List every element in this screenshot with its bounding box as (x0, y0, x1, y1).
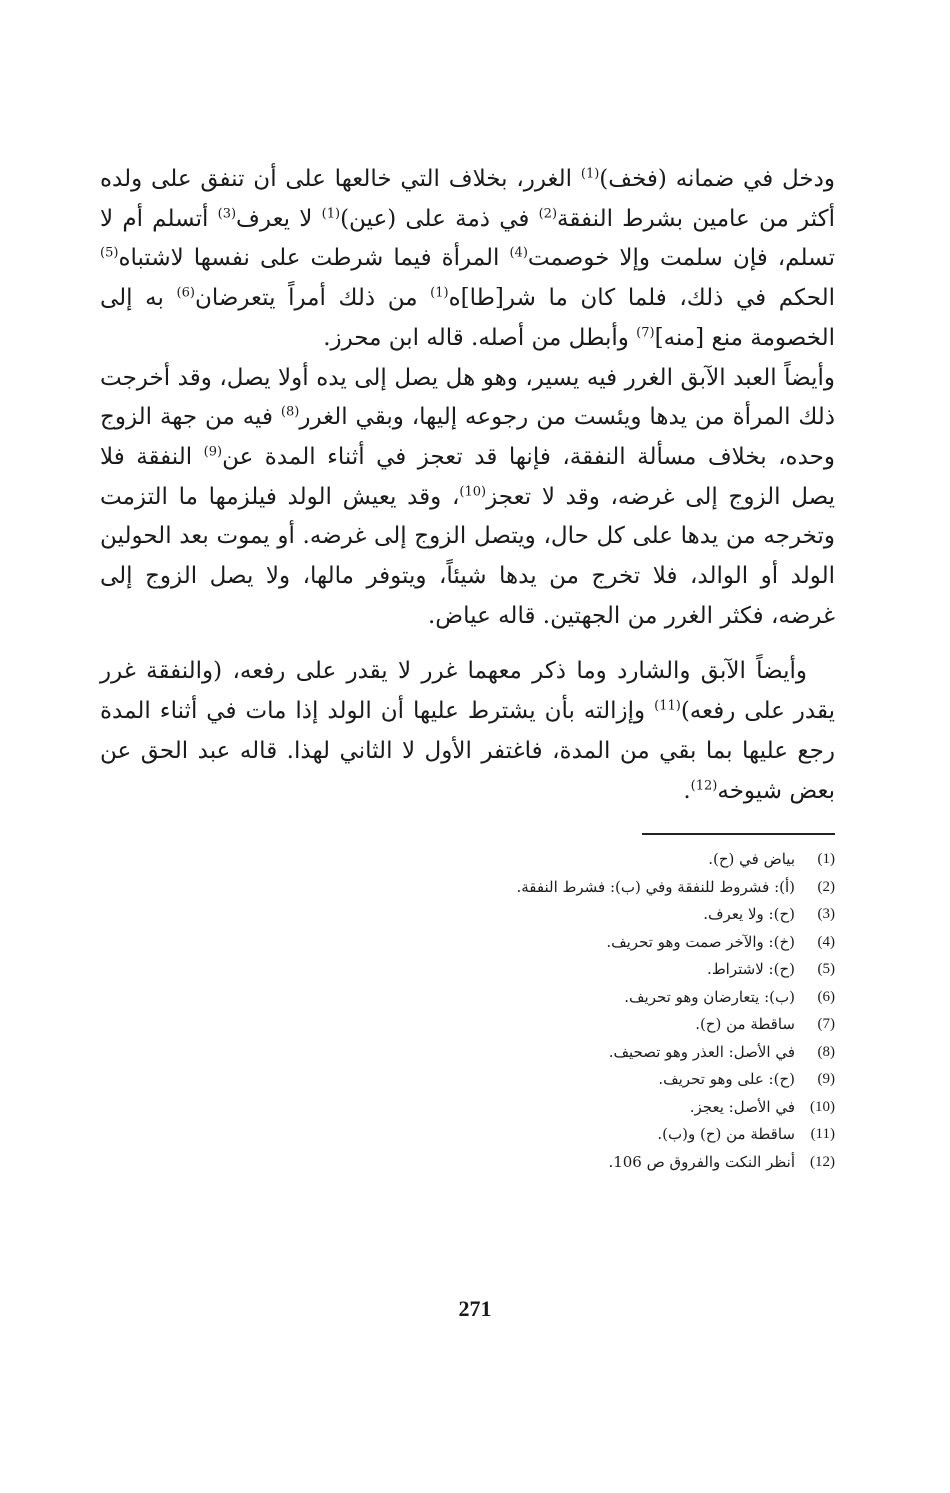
footnote-text: ساقطة من (ح). (695, 1015, 795, 1034)
footnote-text: (ب): يتعارضان وهو تحريف. (624, 987, 795, 1006)
footnote-ref: (5) (100, 245, 119, 261)
footnote-number: (10) (810, 1098, 835, 1115)
footnote-item (100, 929, 835, 957)
footnote-number: (7) (817, 1016, 835, 1033)
footnote-item (100, 846, 835, 874)
footnote-item (100, 1066, 835, 1094)
footnote-ref: (9) (203, 444, 223, 460)
footnote-item (100, 1121, 835, 1149)
footnote-item (100, 901, 835, 929)
footnote-number: (3) (817, 906, 835, 923)
footnote-ref: (1) (580, 166, 600, 182)
footnote-ref: (1) (430, 285, 449, 301)
footnote-ref: (10) (459, 483, 487, 499)
footnote-text: (خ): والآخر صمت وهو تحريف. (606, 932, 795, 951)
footnote-number: (11) (810, 1126, 835, 1143)
footnote-text: أنظر النكت والفروق ص 106. (608, 1152, 795, 1171)
footnote-number: (8) (817, 1043, 835, 1060)
text-run: من ذلك أمراً يتعرضان (194, 285, 431, 312)
text-run: في ذمة على (عين) (340, 205, 539, 232)
text-run: . (683, 777, 691, 804)
paragraph-1 (100, 160, 835, 636)
footnote-text: (ح): لاشتراط. (707, 960, 795, 979)
footnote-ref: (1) (321, 206, 341, 222)
footnote-number: (1) (817, 851, 835, 868)
footnote-item (100, 984, 835, 1012)
footnote-text: بياض في (ح). (708, 850, 795, 869)
footnote-ref: (11) (654, 698, 681, 714)
footnote-ref: (8) (280, 404, 300, 420)
footnote-text: في الأصل: العذر وهو تصحيف. (608, 1042, 795, 1061)
footnote-number: (6) (817, 988, 835, 1005)
text-run: ، وقد يعيش الولد فيلزمها ما التزمت وتخرجه من يدها على كل حال، ويتصل الزوج إلى غرضه. أو يموت بعد الحولين الولد أو الوالد، فلا تخرج من يدها شيئاً، ويتوفر مالها، ولا يصل الزوج إلى غرضه، فكثر الغرر من الجهتين. قاله عياض. (100, 483, 835, 629)
footnote-text: في الأصل: يعجز. (689, 1097, 795, 1116)
footnote-item (100, 956, 835, 984)
footnote-item (100, 874, 835, 902)
footnote-ref: (4) (509, 245, 528, 261)
footnote-text: (ح): ولا يعرف. (703, 905, 795, 924)
footnote-ref: (6) (176, 285, 195, 301)
text-run: النفقة فلا يصل الزوج إلى غرضه، وقد لا تعجز (100, 443, 835, 510)
footnote-number: (12) (810, 1153, 835, 1170)
text-run: وأيضاً الآبق والشارد وما ذكر معهما غرر لا يقدر على رفعه، (والنفقة غرر يقدر على رفعه) (100, 658, 835, 725)
footnote-text: ساقطة من (ح) و(ب). (657, 1125, 795, 1144)
text-run: لا يعرف (236, 205, 322, 232)
footnote-ref: (12) (690, 777, 718, 793)
text-run: وأبطل من أصله. قاله ابن محرز. (323, 324, 637, 351)
footnote-item (100, 1094, 835, 1122)
text-run: وأيضاً العبد الآبق الغرر فيه يسير، وهو هل يصل إلى يده أولا يصل، وقد أخرجت ذلك المرأة من يدها ويئست من رجوعه إليها، وبقي الغرر (100, 364, 835, 431)
footnote-divider (642, 833, 835, 835)
footnote-ref: (3) (217, 206, 237, 222)
text-run: الغرر، بخلاف التي خالعها على أن تنفق على ولده أكثر من عامين بشرط النفقة (100, 166, 835, 232)
footnote-item (100, 1149, 835, 1177)
footnote-number: (9) (817, 1071, 835, 1088)
footnote-number: (4) (817, 933, 835, 950)
page-number: 271 (458, 1296, 492, 1321)
text-run: فيه من جهة الزوج وحده، بخلاف مسألة النفقة، فإنها قد تعجز في أثناء المدة عن (100, 404, 835, 470)
footnote-text: (أ): فشروط للنفقة وفي (ب): فشرط النفقة. (516, 877, 795, 896)
text-run: أتسلم أم لا تسلم، فإن سلمت وإلا خوصمت (100, 205, 835, 272)
footnote-number: (5) (817, 961, 835, 978)
paragraph-3 (100, 652, 835, 811)
footnotes-list (100, 846, 835, 1176)
footnote-text: (ح): على وهو تحريف. (658, 1070, 795, 1089)
footnote-item (100, 1039, 835, 1067)
text-run: به إلى الخصومة منع [منه] (100, 285, 835, 351)
text-run: المرأة فيما شرطت على نفسها لاشتباه (118, 245, 510, 272)
footnote-number: (2) (817, 878, 835, 895)
text-run: ودخل في ضمانه (فخف) (599, 166, 836, 192)
footnote-ref: (2) (538, 206, 558, 222)
page-body (100, 160, 835, 1176)
text-run: الحكم في ذلك، فلما كان ما شر[طا]ه (448, 285, 835, 312)
footnote-ref: (7) (636, 325, 655, 341)
footnote-item (100, 1011, 835, 1039)
text-run: وإزالته بأن يشترط عليها أن الولد إذا مات في أثناء المدة رجع عليها بما بقي من المدة، فاغتفر الأول لا الثاني لهذا. قاله عبد الحق عن بعض شيوخه (100, 698, 835, 804)
